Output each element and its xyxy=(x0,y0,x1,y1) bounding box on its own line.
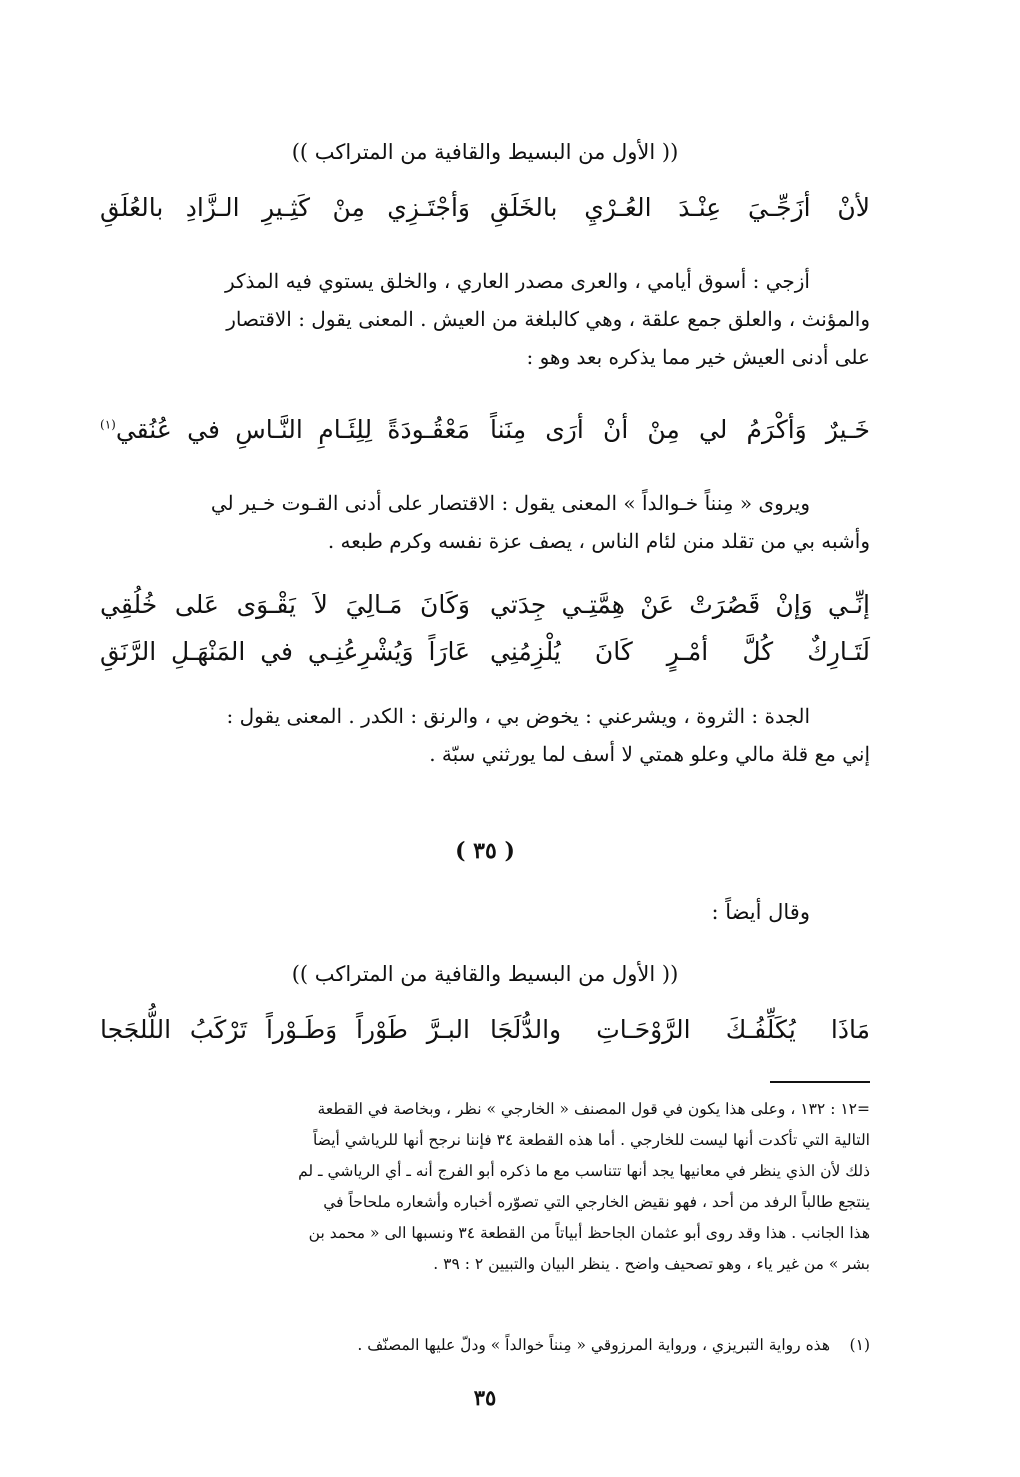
footnote-separator xyxy=(770,1081,870,1083)
poem-intro: وقال أيضاً : xyxy=(711,900,810,924)
verse-3-first-hemistich: إنِّـي وَإنْ قَصُرَتْ عَنْ هِمَّتِـي جِدَتي xyxy=(490,590,870,619)
footnote-continued-line-2: التالية التي تأكدت أنها ليست للخارجي . أما هذه القطعة ٣٤ فإننا نرجح أنها للرياشي أيضاً xyxy=(313,1131,870,1149)
footnote-continued-line-6: بشر » من غير ياء ، وهو تصحيف واضح . ينظر البيان والتبيين ٢ : ٣٩ . xyxy=(433,1255,870,1273)
footnote-continued xyxy=(100,1094,870,1280)
verse-3-second-hemistich: وَكَانَ مَـالِيَ لاَ يَقْـوَى عَلى خُلُقِي xyxy=(100,590,470,619)
footnote-continued-line-5: هذا الجانب . هذا وقد روى أبو عثمان الجاحظ أبياتاً من القطعة ٣٤ ونسبها الى « محمد بن xyxy=(308,1224,870,1242)
commentary-1-line-2: والمؤنث ، والعلق جمع علقة ، وهي كالبلغة من العيش . المعنى يقول : الاقتصار xyxy=(226,307,870,331)
verse-4 xyxy=(100,637,870,681)
footnote-continued-line-3: ذلك لأن الذي ينظر في معانيها يجد أنها تتناسب مع ما ذكره أبو الفرج أنه ـ أي الرياشي ـ لم xyxy=(298,1162,870,1180)
verse-5-second-hemistich: البـرَّ طَوْراً وَطَـوْراً تَرْكَبُ اللُّلجَجا xyxy=(100,1015,470,1044)
verse-4-first-hemistich: لَتَـارِكٌ كُلَّ أمْـرٍ كَانَ يُلْزِمُنِي xyxy=(490,637,870,666)
verse-2 xyxy=(100,415,870,459)
footnote-1-line xyxy=(100,1330,870,1361)
commentary-1-line-3: على أدنى العيش خير مما يذكره بعد وهو : xyxy=(526,345,870,369)
footnote-continued-line-1: =١٢ : ١٣٢ ، وعلى هذا يكون في قول المصنف « الخارجي » نظر ، وبخاصة في القطعة xyxy=(317,1100,870,1118)
verse-2-first-hemistich: خَـيرٌ وَأكْرَمُ لي مِنْ أنْ أرَى مِنَناً xyxy=(490,415,870,444)
verse-2-second-hemistich xyxy=(100,415,470,444)
verse-1-second-hemistich: وَأجْتَـزِي مِنْ كَثِـيرِ الـزَّادِ بالعُلَقِ xyxy=(100,193,470,222)
verse-3 xyxy=(100,590,870,634)
book-page xyxy=(100,0,870,1477)
verse-5-first-hemistich: مَاذَا يُكَلِّفُـكَ الرَّوْحَـاتِ والدُّلَجَا xyxy=(490,1015,870,1044)
commentary-3-line-1: الجدة : الثروة ، ويشرعني : يخوض بي ، والرنق : الكدر . المعنى يقول : xyxy=(226,704,810,728)
footnote-continued-line-4: ينتجع طالباً الرفد من أحد ، فهو نقيض الخارجي التي تصوّره أخباره وأشعاره ملحاحاً في xyxy=(323,1193,870,1211)
poem-number: ( ٣٥ ) xyxy=(455,838,515,864)
footnote-1-marker: (١) xyxy=(849,1336,870,1354)
verse-1-first-hemistich: لأنْ أزَجِّـيَ عِنْـدَ العُـرْيِ بالخَلَقِ xyxy=(490,193,870,222)
verse-5 xyxy=(100,1015,870,1059)
footnote-1-text: هذه رواية التبريزي ، ورواية المرزوقي « مِنناً خوالداً » ودلّ عليها المصنّف . xyxy=(357,1336,830,1354)
verse-1 xyxy=(100,193,870,237)
commentary-1-line-1: أزجي : أسوق أيامي ، والعرى مصدر العاري ، والخلق يستوي فيه المذكر xyxy=(224,269,810,293)
commentary-2 xyxy=(100,484,870,560)
verse-4-second-hemistich: عَارَاً وَيُشْرِعُنِـي في المَنْهَـلِ الرَّنَقِ xyxy=(100,637,470,666)
commentary-2-line-2: وأشبه بي من تقلد منن لئام الناس ، يصف عزة نفسه وكرم طبعه . xyxy=(327,529,870,553)
meter-heading-2: (( الأول من البسيط والقافية من المتراكب )) xyxy=(291,962,679,986)
page-number: ٣٥ xyxy=(473,1385,497,1410)
meter-heading-1: (( الأول من البسيط والقافية من المتراكب )) xyxy=(291,140,679,164)
footnote-ref-1: (١) xyxy=(100,417,116,432)
commentary-3 xyxy=(100,697,870,773)
commentary-3-line-2: إني مع قلة مالي وعلو همتي لا أسف لما يورثني سبّة . xyxy=(429,742,870,766)
commentary-1 xyxy=(100,262,870,376)
commentary-2-line-1: ويروى « مِنناً خـوالداً » المعنى يقول : الاقتصار على أدنى القـوت خـير لي xyxy=(210,491,810,515)
footnote-1 xyxy=(100,1330,870,1361)
verse-2-second-hemistich-text: مَعْقُـودَةً لِلِئَـامِ النَّـاسِ في عُنُقي xyxy=(115,415,470,444)
